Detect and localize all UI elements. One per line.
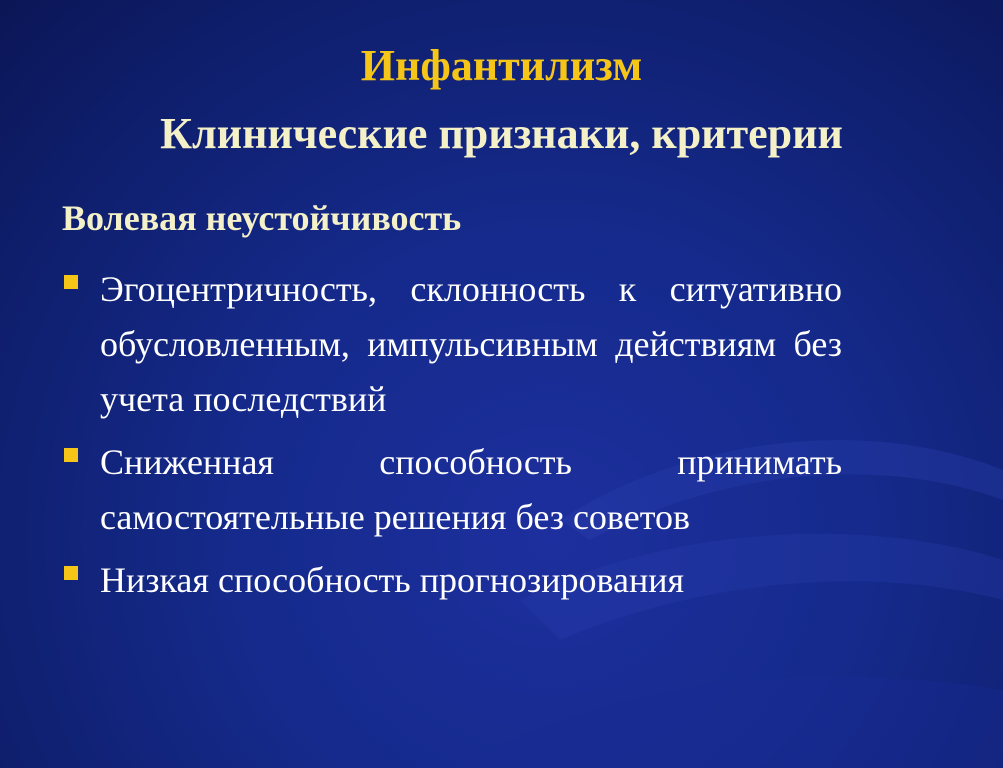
slide-subtitle: Клинические признаки, критерии: [160, 109, 843, 158]
square-bullet-icon: [64, 448, 78, 462]
bullet-item: [62, 262, 842, 427]
bullet-text: Низкая способность прогнозирования: [100, 560, 685, 600]
slide-title: Инфантилизм: [360, 41, 643, 90]
bullet-text: Эгоцентричность, склонность к ситуативно обусловленным, импульсивным действиям без учета последствий: [100, 269, 842, 419]
square-bullet-icon: [64, 275, 78, 289]
square-bullet-icon: [64, 566, 78, 580]
bullet-item: [62, 435, 842, 545]
bullet-item: [62, 553, 842, 608]
bullet-text: Сниженная способность принимать самостоятельные решения без советов: [100, 442, 842, 537]
bullet-list: [62, 262, 842, 616]
section-heading: Волевая неустойчивость: [62, 198, 462, 238]
